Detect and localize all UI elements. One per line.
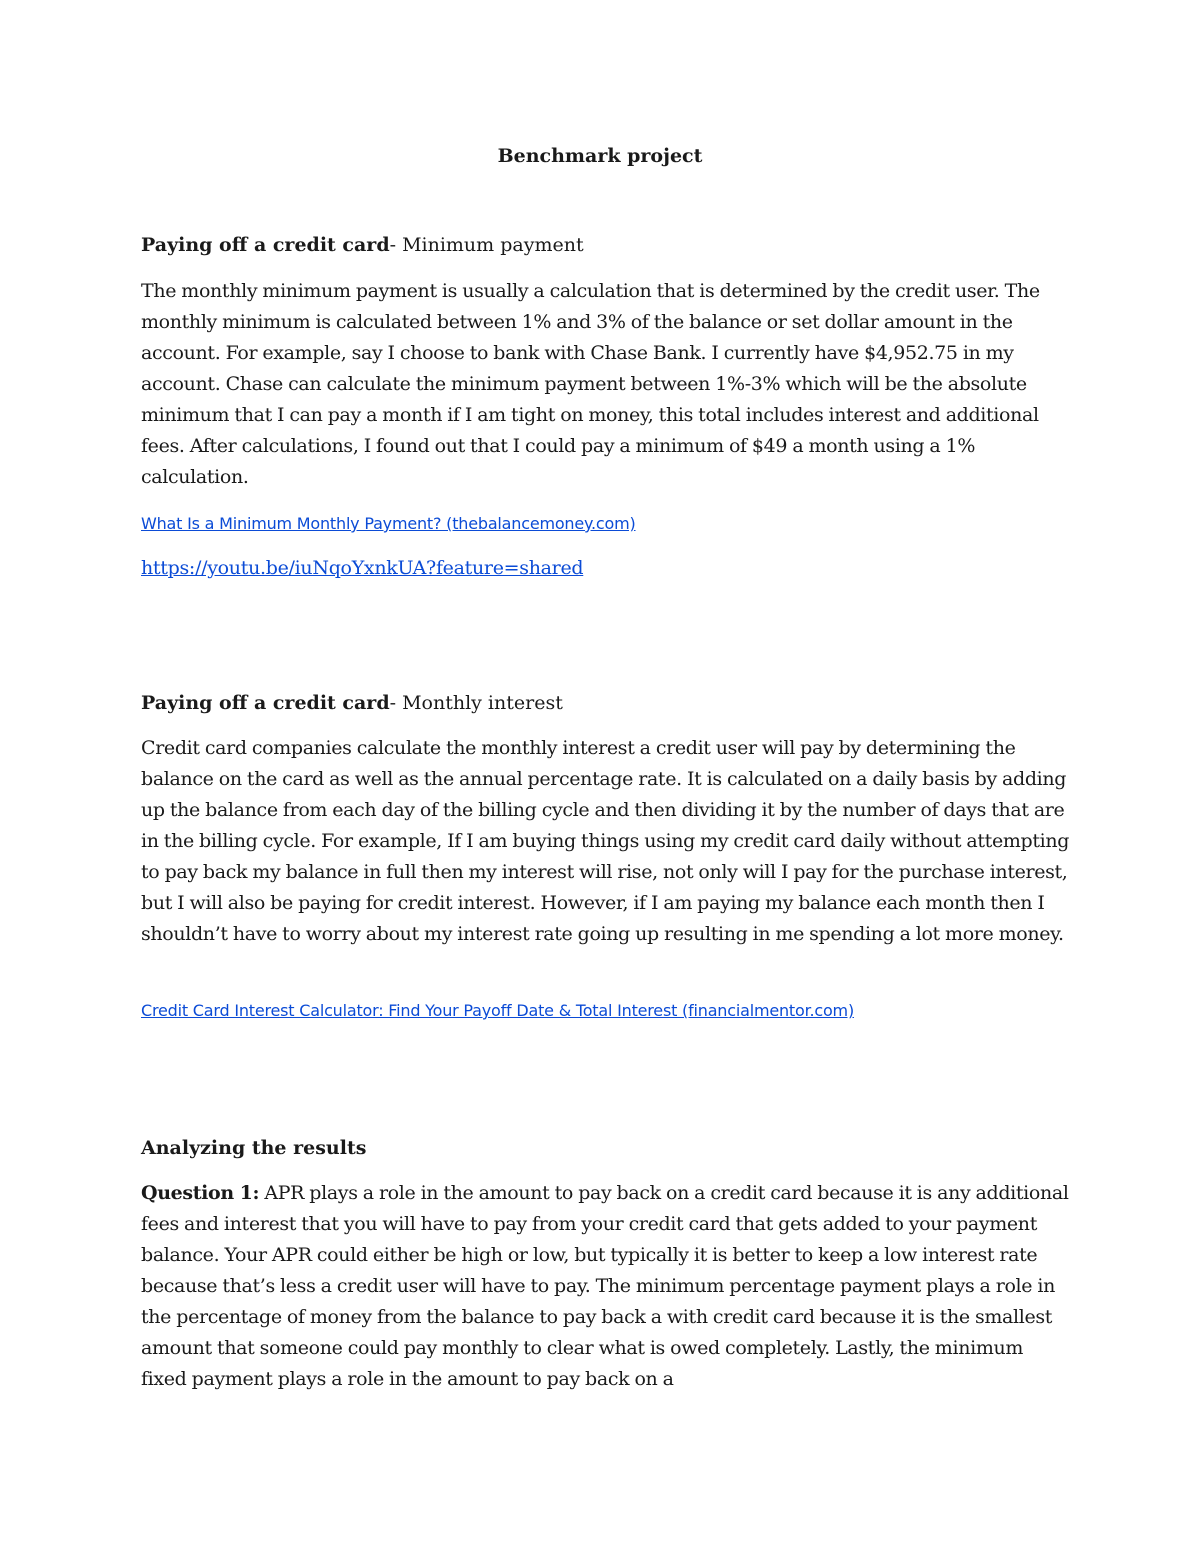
question-1-answer: APR plays a role in the amount to pay back on a credit card because it is any additional fees and interest that you will have to pay from your credit card that gets added to your payment balance. Your APR could either be high or low, but typically it is better to keep a low interest rate because that’s less a credit user will have to pay. The minimum percentage payment plays a role in the percentage of money from the balance to pay back a with credit card because it is the smallest amount that someone could pay monthly to clear what is owed completely. Lastly, the minimum fixed payment plays a role in the amount to pay back on a	[141, 1182, 1069, 1390]
link-thebalancemoney[interactable]: What Is a Minimum Monthly Payment? (thebalancemoney.com)	[141, 514, 636, 533]
link-youtube[interactable]: https://youtu.be/iuNqoYxnkUA?feature=shared	[141, 557, 584, 579]
section-body-minimum-payment: The monthly minimum payment is usually a calculation that is determined by the credit user. The monthly minimum is calculated between 1% and 3% of the balance or set dollar amount in the account. For example, say I choose to bank with Chase Bank. I currently have $4,952.75 in my account. Chase can calculate the minimum payment between 1%-3% which will be the absolute minimum that I can pay a month if I am tight on money, this total includes interest and additional fees. After calculations, I found out that I could pay a minimum of $49 a month using a 1% calculation.	[141, 280, 1040, 488]
section-heading-monthly-interest	[141, 689, 1071, 717]
section-heading-bold: Paying off a credit card	[141, 234, 390, 256]
section-heading-rest: - Minimum payment	[389, 234, 584, 256]
section-heading-analyzing-results	[141, 1134, 1071, 1162]
question-1-label: Question 1:	[141, 1182, 260, 1204]
link-financialmentor[interactable]: Credit Card Interest Calculator: Find Your Payoff Date & Total Interest (financialmentor.com)	[141, 1001, 854, 1020]
question-1-paragraph	[141, 1178, 1071, 1395]
section-heading-bold: Paying off a credit card	[141, 692, 390, 714]
document-title: Benchmark project	[497, 145, 703, 167]
section-body-monthly-interest: Credit card companies calculate the monthly interest a credit user will pay by determining the balance on the card as well as the annual percentage rate. It is calculated on a daily basis by adding up the balance from each day of the billing cycle and then dividing it by the number of days that are in the billing cycle. For example, If I am buying things using my credit card daily without attempting to pay back my balance in full then my interest will rise, not only will I pay for the purchase interest, but I will also be paying for credit interest. However, if I am paying my balance each month then I shouldn’t have to worry about my interest rate going up resulting in me spending a lot more money.	[141, 737, 1070, 945]
section-heading-rest: - Monthly interest	[389, 692, 563, 714]
section-heading-minimum-payment	[141, 231, 1071, 259]
section-heading-bold: Analyzing the results	[141, 1137, 367, 1159]
